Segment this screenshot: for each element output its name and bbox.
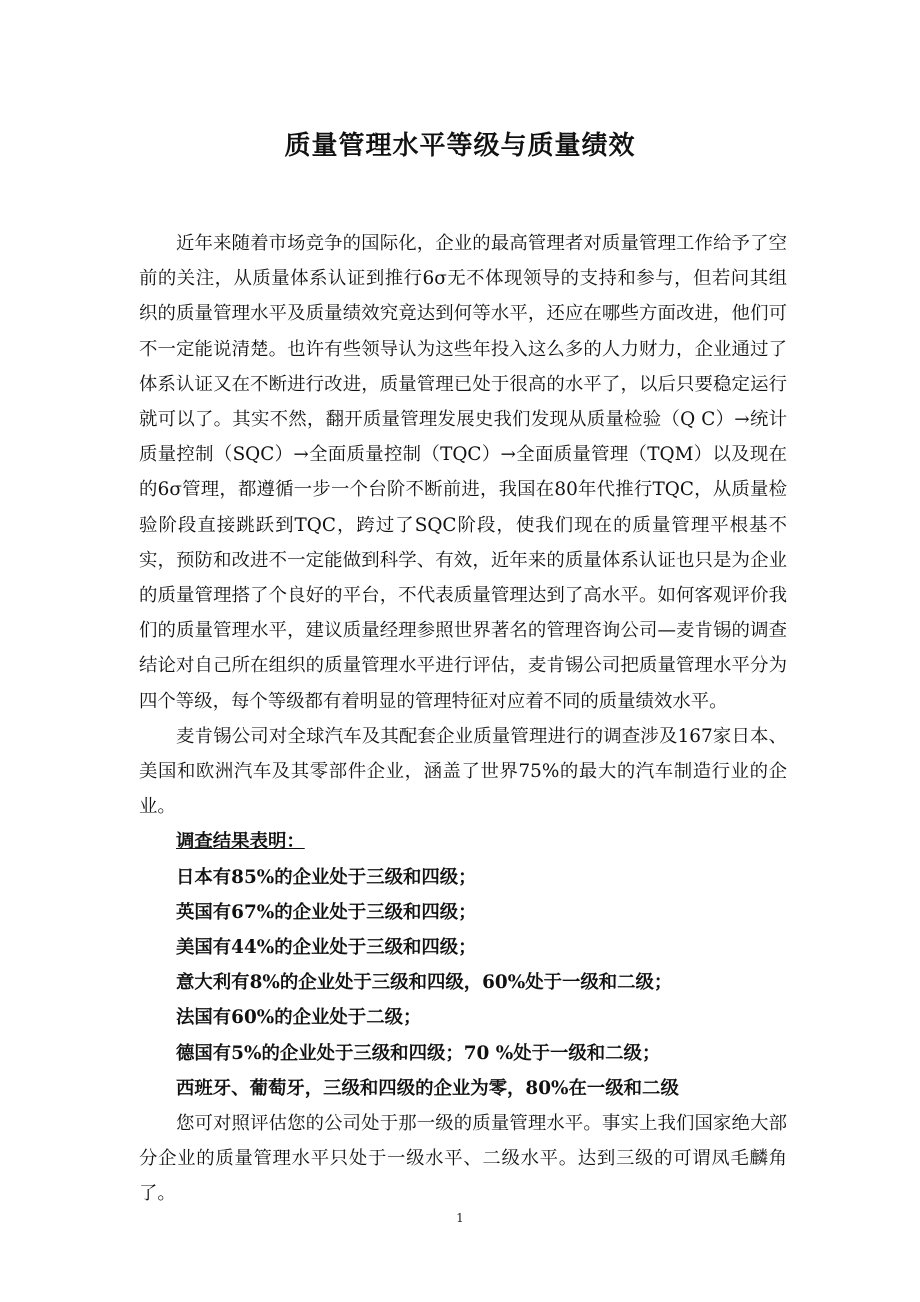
result-item-germany: 德国有5%的企业处于三级和四级；70 %处于一级和二级； [176,1042,661,1064]
result-item-italy: 意大利有8%的企业处于三级和四级，60%处于一级和二级； [176,972,673,994]
closing-paragraph: 您可对照评估您的公司处于那一级的质量管理水平。事实上我们国家绝大部分企业的质量管理水平只处于一级水平、二级水平。达到三级的可谓凤毛麟角了。 [139,1113,787,1205]
page-number: 1 [456,1211,464,1225]
result-item-spain-portugal: 西班牙、葡萄牙，三级和四级的企业为零，80%在一级和二级 [176,1077,679,1099]
result-item-usa: 美国有44%的企业处于三级和四级； [176,937,477,959]
document-body [139,226,787,1212]
results-heading [139,824,787,859]
result-item-japan: 日本有85%的企业处于三级和四级； [176,866,477,888]
results-heading-text: 调查结果表明： [176,831,305,853]
result-item-uk: 英国有67%的企业处于三级和四级； [176,901,477,923]
document-title: 质量管理水平等级与质量绩效 [284,131,636,161]
result-item-france: 法国有60%的企业处于二级； [176,1007,422,1029]
survey-paragraph: 麦肯锡公司对全球汽车及其配套企业质量管理进行的调查涉及167家日本、美国和欧洲汽车及其零部件企业，涵盖了世界75%的最大的汽车制造行业的企业。 [139,725,787,818]
intro-paragraph: 近年来随着市场竞争的国际化，企业的最高管理者对质量管理工作给予了空前的关注，从质量体系认证到推行6σ无不体现领导的支持和参与，但若问其组织的质量管理水平及质量绩效究竟达到何等水平，还应在哪些方面改进，他们可不一定能说清楚。也许有些领导认为这些年投入这么多的人力财力，企业通过了体系认证又在不断进行改进，质量管理已处于很高的水平了，以后只要稳定运行就可以了。其实不然，翻开质量管理发展史我们发现从质量检验（Q C）→统计质量控制（SQC）→全面质量控制（TQC）→全面质量管理（TQM）以及现在的6σ管理，都遵循一步一个台阶不断前进，我国在80年代推行TQC，从质量检验阶段直接跳跃到TQC，跨过了SQC阶段，使我们现在的质量管理平根基不实，预防和改进不一定能做到科学、有效，近年来的质量体系认证也只是为企业的质量管理搭了个良好的平台，不代表质量管理达到了高水平。如何客观评价我们的质量管理水平，建议质量经理参照世界著名的管理咨询公司—麦肯锡的调查结论对自己所在组织的质量管理水平进行评估，麦肯锡公司把质量管理水平分为四个等级，每个等级都有着明显的管理特征对应着不同的质量绩效水平。 [139,233,787,712]
